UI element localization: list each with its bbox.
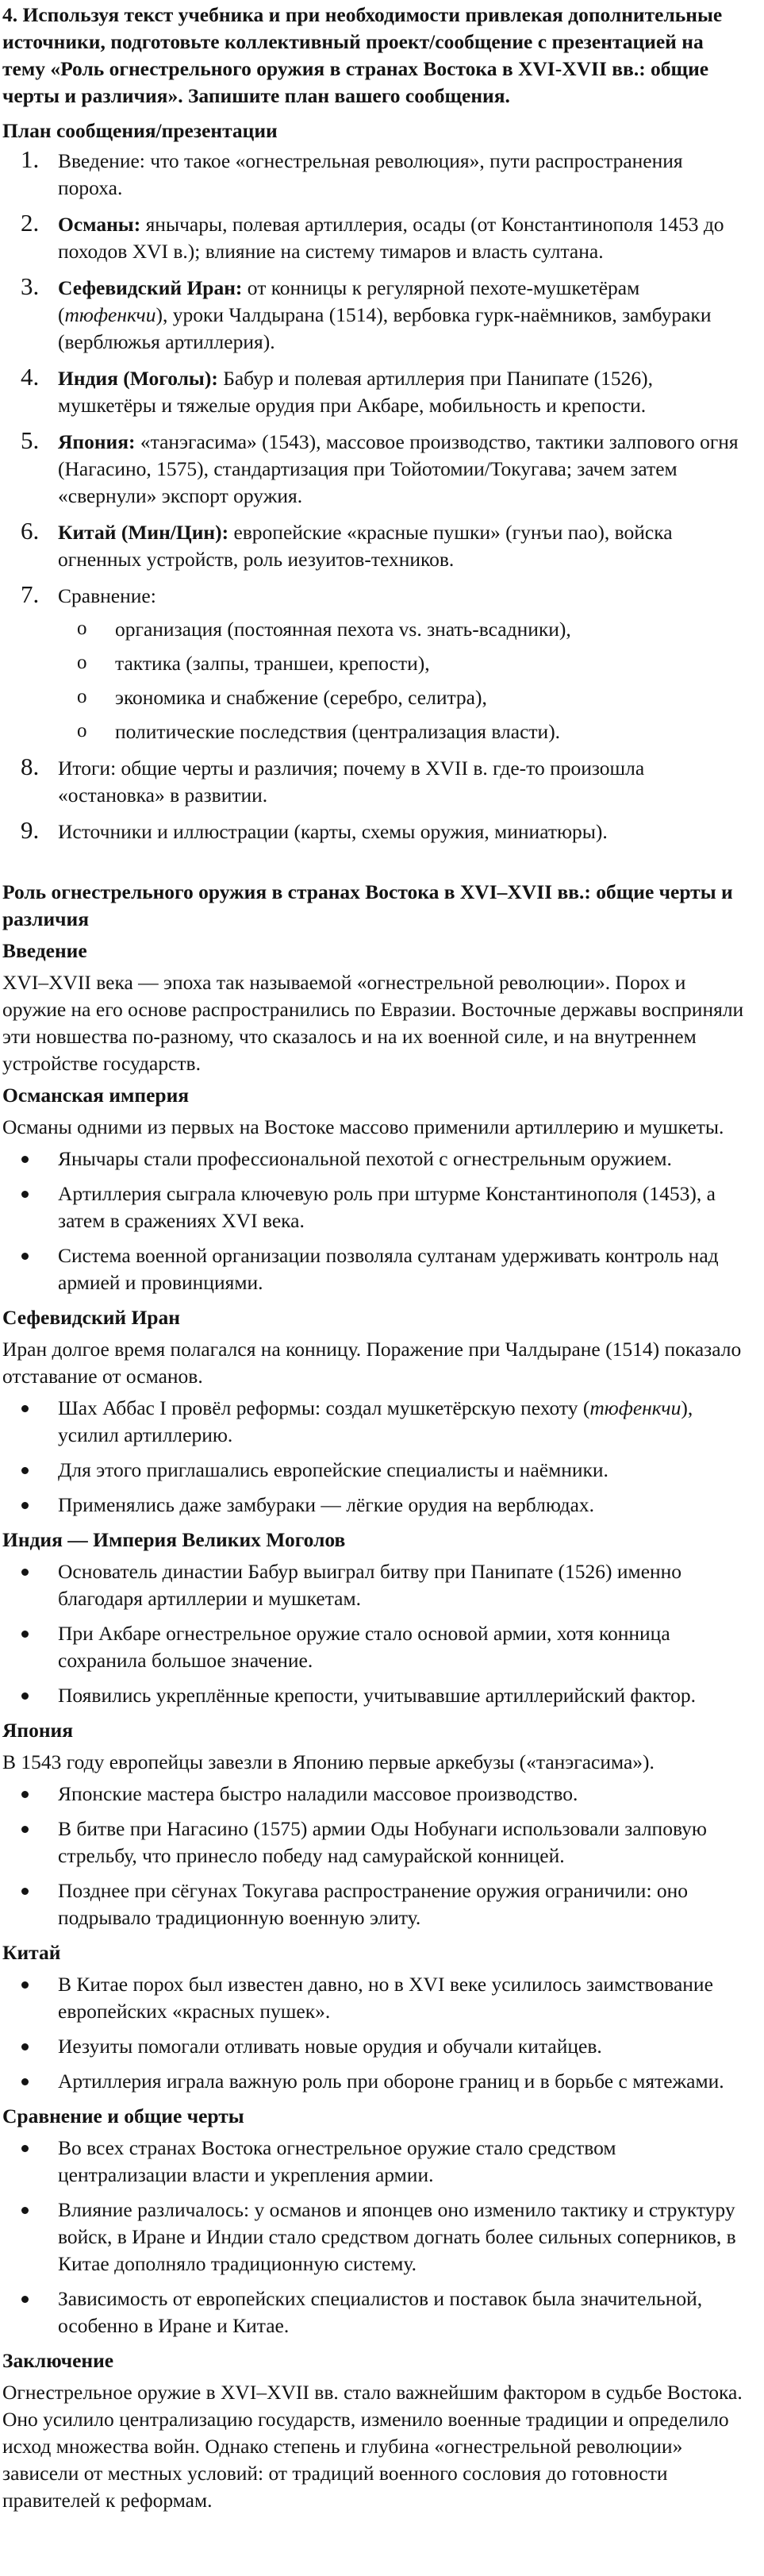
ottoman-paragraph: Османы одними из первых на Востоке массово применили артиллерию и мушкеты. [2, 1115, 724, 1138]
plan-item-text: Введение: что такое «огнестрельная революция», пути распространения пороха. [58, 149, 683, 199]
plan-item [2, 818, 750, 845]
section-heading-china: Китай [2, 1941, 61, 1964]
bullet-item: Во всех странах Востока огнестрельное оружие стало средством централизации власти и укрепления армии. [2, 2135, 750, 2189]
plan-item-number: 6. [21, 517, 40, 545]
plan-heading: План сообщения/презентации [2, 119, 278, 142]
bullet-item: Янычары стали профессиональной пехотой с огнестрельным оружием. [2, 1146, 750, 1172]
bullet-item: Артиллерия играла важную роль при обороне границ и в борьбе с мятежами. [2, 2068, 750, 2095]
plan-item-bold: Сефевидский Иран: [58, 276, 243, 299]
bullet-item: Иезуиты помогали отливать новые орудия и обучали китайцев. [2, 2033, 750, 2060]
section-heading-ottoman: Османская империя [2, 1084, 190, 1107]
japan-bullets [2, 1781, 750, 1931]
bullet-item: В Китае порох был известен давно, но в XVI веке усилилось заимствование европейских «красных пушек». [2, 1971, 750, 2025]
comparison-subitem: o экономика и снабжение (серебро, селитра), [58, 684, 750, 711]
conclusion-paragraph: Огнестрельное оружие в XVI–XVII вв. стало важнейшим фактором в судьбе Востока. Оно усилило централизацию государств, изменило военные традиции и определило исход множества войн. Однако степень и глубина «огнестрельной революции» зависели от местных условий: от традиций военного сословия до готовности правителей к реформам. [2, 2381, 743, 2512]
plan-item-text: Источники и иллюстрации (карты, схемы оружия, миниатюры). [58, 820, 608, 843]
plan-item-number: 9. [21, 816, 40, 844]
ottoman-bullets [2, 1146, 750, 1296]
plan-item-text: Бабур и полевая артиллерия при Панипате (1526), мушкетёры и тяжелые орудия при Акбаре, мобильность и крепости. [58, 367, 654, 417]
plan-item-bold: Китай (Мин/Цин): [58, 521, 229, 544]
plan-item-bold: Япония: [58, 430, 136, 453]
bullet-item: Появились укреплённые крепости, учитывавшие артиллерийский фактор. [2, 1682, 750, 1709]
bullet-item: В битве при Нагасино (1575) армии Оды Нобунаги использовали залповую стрельбу, что принесло победу над самурайской конницей. [2, 1816, 750, 1869]
bullet-item [2, 1395, 750, 1449]
section-heading-safavid: Сефевидский Иран [2, 1306, 180, 1329]
safavid-paragraph: Иран долгое время полагался на конницу. Поражение при Чалдыране (1514) показало отставание от османов. [2, 1338, 742, 1388]
comparison-sublist [58, 616, 750, 745]
plan-item-number: 2. [21, 209, 40, 237]
plan-item [2, 580, 750, 745]
section-heading-india: Индия — Империя Великих Моголов [2, 1528, 346, 1551]
comparison-subitem: o политические последствия (централизация власти). [58, 718, 750, 745]
comparison-subitem: o тактика (залпы, траншеи, крепости), [58, 650, 750, 677]
bullet-item: Зависимость от европейских специалистов и поставок была значительной, особенно в Иране и Китае. [2, 2285, 750, 2339]
plan-item-text: янычары, полевая артиллерия, осады (от Константинополя 1453 до походов XVI в.); влияние на систему тимаров и власть султана. [58, 213, 724, 263]
task-text: 4. Используя текст учебника и при необходимости привлекая дополнительные источники, подготовьте коллективный проект/сообщение с презентацией на тему «Роль огнестрельного оружия в странах Востока в XVI-XVII вв.: общие черты и различия». Запишите план вашего сообщения. [2, 3, 723, 107]
china-bullets [2, 1971, 750, 2095]
section-heading-intro: Введение [2, 939, 87, 962]
plan-item-number: 1. [21, 145, 40, 173]
plan-item-text: «танэгасима» (1543), массовое производство, тактики залпового огня (Нагасино, 1575), стандартизация при Тойотомии/Токугава; зачем затем «свернули» экспорт оружия. [58, 430, 739, 507]
japan-paragraph: В 1543 году европейцы завезли в Японию первые аркебузы («танэгасима»). [2, 1750, 655, 1773]
bullet-item: Для этого приглашались европейские специалисты и наёмники. [2, 1457, 750, 1484]
bullet-item: Система военной организации позволяла султанам удерживать контроль над армией и провинциями. [2, 1242, 750, 1296]
section-heading-japan: Япония [2, 1719, 74, 1742]
plan-item [2, 145, 750, 202]
plan-item-text: европейские «красные пушки» (гунъи пао), войска огненных устройств, роль иезуитов-техников. [58, 521, 673, 571]
bullet-item: Влияние различалось: у османов и японцев оно изменило тактику и структуру войск, в Иране и Индии стало средством догнать более сильных соперников, в Китае дополняло традиционную систему. [2, 2197, 750, 2278]
plan-item-bold: Индия (Моголы): [58, 367, 218, 390]
section-heading-comparison: Сравнение и общие черты [2, 2104, 244, 2127]
section-heading-conclusion: Заключение [2, 2349, 114, 2372]
bullet-item: При Акбаре огнестрельное оружие стало основой армии, хотя конница сохранила большое значение. [2, 1620, 750, 1674]
plan-item-number: 7. [21, 580, 40, 608]
bullet-item: Японские мастера быстро наладили массовое производство. [2, 1781, 750, 1808]
safavid-bullets [2, 1395, 750, 1519]
plan-item-text: Итоги: общие черты и различия; почему в XVII в. где-то произошла «остановка» в развитии. [58, 757, 645, 807]
india-bullets [2, 1558, 750, 1709]
plan-item-number: 8. [21, 753, 40, 780]
plan-item-text: от конницы к регулярной пехоте-мушкетёрам ( [58, 276, 640, 326]
bullet-item: Применялись даже замбураки — лёгкие орудия на верблюдах. [2, 1492, 750, 1519]
essay-title: Роль огнестрельного оружия в странах Востока в XVI–XVII вв.: общие черты и различия [2, 880, 733, 930]
intro-paragraph: XVI–XVII века — эпоха так называемой «огнестрельной революции». Порох и оружие на его основе распространились по Евразии. Восточные державы восприняли эти новшества по-разному, что сказалось и на их военной силе, и на внутреннем устройстве государств. [2, 971, 744, 1075]
plan-item-italic: тюфенкчи [64, 303, 156, 326]
plan-item [2, 365, 750, 419]
plan-item-number: 5. [21, 426, 40, 454]
comparison-bullets [2, 2135, 750, 2339]
bullet-item: Позднее при сёгунах Токугава распространение оружия ограничили: оно подрывало традиционную военную элиту. [2, 1877, 750, 1931]
plan-list [2, 145, 750, 845]
plan-item [2, 272, 750, 356]
plan-item-text: Сравнение: [58, 584, 156, 607]
plan-item [2, 755, 750, 809]
plan-item [2, 211, 750, 265]
plan-item-number: 4. [21, 363, 40, 391]
plan-item-number: 3. [21, 272, 40, 300]
plan-item-tail: ), уроки Чалдырана (1514), вербовка гурк-наёмников, замбураки (верблюжья артиллерия). [58, 303, 712, 353]
bullet-item: Артиллерия сыграла ключевую роль при штурме Константинополя (1453), а затем в сражениях XVI века. [2, 1180, 750, 1234]
bullet-text: Шах Аббас I провёл реформы: создал мушкетёрскую пехоту ( [58, 1396, 590, 1419]
bullet-item: Основатель династии Бабур выиграл битву при Панипате (1526) именно благодаря артиллерии и мушкетам. [2, 1558, 750, 1612]
bullet-text: ), усилил артиллерию. [58, 1396, 693, 1446]
bullet-italic: тюфенкчи [589, 1396, 681, 1419]
plan-item [2, 519, 750, 573]
comparison-subitem: o организация (постоянная пехота vs. знать-всадники), [58, 616, 750, 643]
plan-item [2, 426, 750, 510]
plan-item-bold: Османы: [58, 213, 141, 236]
